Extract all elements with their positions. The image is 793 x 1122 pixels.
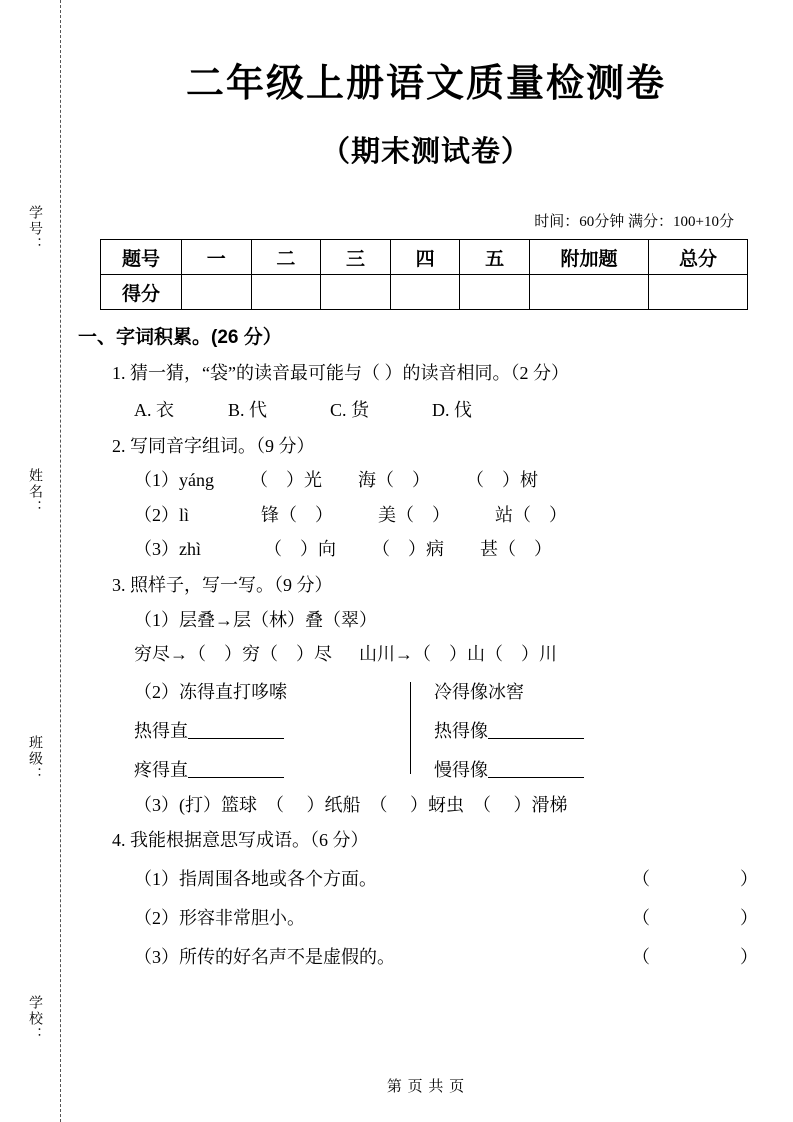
question-3-verb-line[interactable]: （3）(打）篮球 （ ）纸船 （ ）蚜虫 （ ）滑梯 — [134, 794, 568, 815]
question-4-text-2: （2）形容非常胆小。 — [134, 907, 305, 928]
question-4-answer-2[interactable]: （ ） — [632, 907, 758, 928]
compare-title-row — [134, 678, 734, 704]
question-2-line-2[interactable]: （2）lì 锋（ ） 美（ ） 站（ ） — [134, 504, 568, 525]
score-cell-4[interactable] — [390, 275, 460, 310]
compare-right-2[interactable] — [434, 756, 584, 782]
question-3-example: （1）层叠→层（林）叠（翠） — [134, 609, 377, 630]
answer-blank[interactable] — [488, 722, 584, 739]
margin-label-name: 姓名： — [27, 468, 42, 516]
question-3-compare-block — [134, 678, 734, 782]
table-row — [101, 275, 748, 310]
compare-right-text-1: 热得像 — [434, 720, 488, 741]
score-header-extra: 附加题 — [530, 240, 649, 275]
margin-label-class: 班级： — [27, 735, 42, 783]
score-header-3: 三 — [321, 240, 391, 275]
compare-left-1[interactable] — [134, 717, 410, 743]
page-footer: 第 页 共 页 — [386, 1079, 466, 1095]
cut-line — [60, 0, 61, 1122]
answer-blank[interactable] — [488, 761, 584, 778]
section-heading: 一、字词积累。(26 分） — [78, 327, 282, 348]
compare-left-text-2: 疼得直 — [134, 759, 188, 780]
page-title: 二年级上册语文质量检测卷 — [185, 63, 666, 105]
score-cell-total[interactable] — [649, 275, 748, 310]
score-header-4: 四 — [390, 240, 460, 275]
question-2-stem: 2. 写同音字组词。（9 分） — [112, 435, 315, 456]
score-cell-2[interactable] — [251, 275, 321, 310]
page-subtitle: （期末测试卷） — [320, 136, 531, 168]
answer-blank[interactable] — [188, 722, 284, 739]
compare-left-2[interactable] — [134, 756, 410, 782]
score-cell-5[interactable] — [460, 275, 530, 310]
compare-row — [134, 717, 734, 743]
score-table — [100, 239, 748, 310]
compare-row — [134, 756, 734, 782]
score-cell-extra[interactable] — [530, 275, 649, 310]
compare-left-text-1: 热得直 — [134, 720, 188, 741]
score-table-wrapper — [76, 239, 776, 310]
question-4-item-2 — [134, 904, 776, 930]
question-1-stem: 1. 猜一猜，“袋”的读音最可能与（ ）的读音相同。（2 分） — [112, 363, 569, 383]
margin-label-school: 学校： — [27, 995, 42, 1043]
score-header-label: 题号 — [101, 240, 182, 275]
compare-title-left: （2）冻得直打哆嗦 — [134, 681, 287, 702]
exam-meta: 时间：60分钟 满分：100+10分 — [534, 214, 734, 230]
question-4-text-3: （3）所传的好名声不是虚假的。 — [134, 946, 395, 967]
score-cell-3[interactable] — [321, 275, 391, 310]
question-1-options[interactable]: A. 衣 B. 代 C. 货 D. 伐 — [134, 399, 473, 420]
question-4-item-1 — [134, 865, 776, 891]
question-4-text-1: （1）指周围各地或各个方面。 — [134, 868, 377, 889]
compare-divider — [410, 682, 411, 774]
question-2-line-3[interactable]: （3）zhì （ ）向 （ ）病 甚（ ） — [134, 539, 552, 560]
score-header-5: 五 — [460, 240, 530, 275]
exam-page — [76, 0, 776, 1122]
answer-blank[interactable] — [188, 761, 284, 778]
score-header-1: 一 — [182, 240, 252, 275]
question-4-stem: 4. 我能根据意思写成语。（6 分） — [112, 830, 369, 851]
score-header-2: 二 — [251, 240, 321, 275]
question-4-item-3 — [134, 943, 776, 969]
question-3-stem: 3. 照样子，写一写。（9 分） — [112, 574, 333, 595]
score-header-total: 总分 — [649, 240, 748, 275]
score-row-label: 得分 — [101, 275, 182, 310]
score-cell-1[interactable] — [182, 275, 252, 310]
question-3-fill-line[interactable]: 穷尽→（ ）穷（ ）尽 山川→（ ）山（ ）川 — [134, 644, 557, 665]
margin-label-student-id: 学号： — [27, 205, 42, 253]
compare-right-1[interactable] — [434, 717, 584, 743]
question-4-answer-3[interactable]: （ ） — [632, 946, 758, 967]
question-4-answer-1[interactable]: （ ） — [632, 868, 758, 889]
table-row — [101, 240, 748, 275]
question-2-line-1[interactable]: （1）yáng （ ）光 海（ ） （ ）树 — [134, 470, 538, 491]
compare-right-text-2: 慢得像 — [434, 759, 488, 780]
compare-title-right: 冷得像冰窖 — [434, 681, 524, 702]
